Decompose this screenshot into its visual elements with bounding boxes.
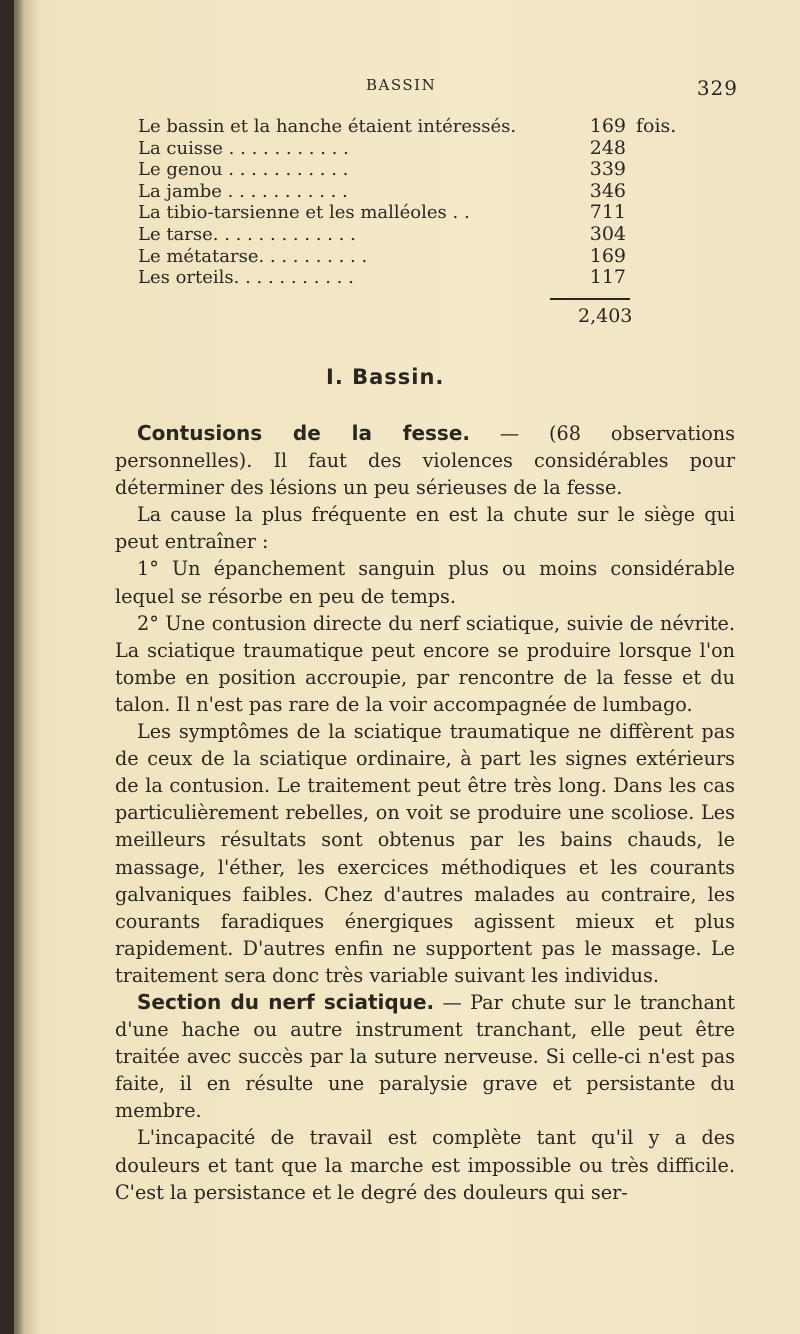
paragraph: 2° Une contusion directe du nerf sciatique, suivie de névrite. La sciatique traumatique peut encore se produire lorsque l'on tombe en position accroupie, par rencontre de la fesse et du talon. Il n'est pas rare de la voir accompagnée de lumbago. bbox=[115, 611, 735, 716]
tally-value: 304 bbox=[589, 222, 626, 245]
tally-label: La jambe . . . . . . . . . . . bbox=[138, 180, 348, 202]
tally-row bbox=[138, 181, 698, 203]
tally-row bbox=[138, 246, 698, 268]
tally-suffix: fois. bbox=[636, 115, 677, 137]
paragraph-text: — Par chute sur le tranchant d'une hache ou autre instrument tranchant, elle peut être traitée avec succès par la suture nerveuse. Si celle-ci n'est pas faite, il en résulte une paralysie grave et persistante du membre. bbox=[115, 990, 735, 1123]
tally-value: 339 bbox=[589, 158, 626, 181]
tally-label: La tibio-tarsienne et les malléoles . . bbox=[138, 202, 470, 224]
runin-heading: Section du nerf sciatique. bbox=[137, 989, 435, 1014]
tally-row bbox=[138, 202, 698, 224]
tally-value: 248 bbox=[589, 136, 626, 159]
tally-label: Les orteils. . . . . . . . . . . bbox=[138, 267, 354, 289]
tally-value: 169 bbox=[589, 244, 626, 267]
tally-value: 169 bbox=[589, 115, 626, 137]
tally-row bbox=[138, 138, 698, 160]
binding-shadow bbox=[14, 0, 24, 1334]
tally-label: Le tarse. . . . . . . . . . . . . bbox=[138, 223, 356, 245]
body-text bbox=[115, 420, 735, 1206]
tally-label: Le genou . . . . . . . . . . . bbox=[138, 159, 349, 181]
paragraph: La cause la plus fréquente en est la chute sur le siège qui peut entraîner : bbox=[115, 503, 735, 554]
runin-heading: Contusions de la fesse. bbox=[137, 421, 470, 445]
tally-label: Le bassin et la hanche étaient intéressés. bbox=[138, 116, 517, 137]
tally-row bbox=[138, 224, 698, 246]
book-binding bbox=[0, 0, 14, 1334]
paragraph: Les symptômes de la sciatique traumatique ne diffèrent pas de ceux de la sciatique ordinaire, à part les signes extérieurs de la contusion. Le traitement peut être très long. Dans les cas particulièrement rebelles, on voit se produire une scoliose. Les meilleurs résultats sont obtenus par les bains chauds, le massage, l'éther, les exercices méthodiques et les courants galvaniques faibles. Chez d'autres malades au contraire, les courants faradiques énergiques agissent mieux et plus rapidement. D'autres enfin ne supportent pas le massage. Le traitement sera donc très variable suivant les individus. bbox=[115, 720, 735, 987]
injury-tally-table bbox=[138, 115, 698, 327]
tally-row bbox=[138, 159, 698, 181]
paragraph bbox=[115, 420, 735, 501]
paragraph-text: — (68 observations personnelles). Il faut des violences considérables pour déterminer des lésions un peu sérieuses de la fesse. bbox=[115, 422, 735, 500]
tally-value: 346 bbox=[589, 179, 626, 202]
running-title: BASSIN bbox=[366, 76, 437, 94]
paragraph bbox=[115, 989, 735, 1124]
tally-total: 2,403 bbox=[578, 305, 633, 327]
tally-value: 117 bbox=[589, 266, 626, 289]
section-heading: I. Bassin. bbox=[326, 365, 445, 389]
tally-value: 711 bbox=[589, 201, 626, 224]
tally-label: La cuisse . . . . . . . . . . . bbox=[138, 137, 349, 159]
paragraph: 1° Un épanchement sanguin plus ou moins considérable lequel se résorbe en peu de temps. bbox=[115, 557, 735, 608]
sum-rule bbox=[550, 298, 630, 300]
tally-row bbox=[138, 116, 698, 138]
tally-row bbox=[138, 267, 698, 289]
page-number: 329 bbox=[696, 76, 738, 100]
running-header bbox=[118, 72, 738, 102]
tally-label: Le métatarse. . . . . . . . . . bbox=[138, 245, 368, 267]
paragraph: L'incapacité de travail est complète tant qu'il y a des douleurs et tant que la marche est impossible ou très difficile. C'est la persistance et le degré des douleurs qui ser- bbox=[115, 1126, 735, 1204]
